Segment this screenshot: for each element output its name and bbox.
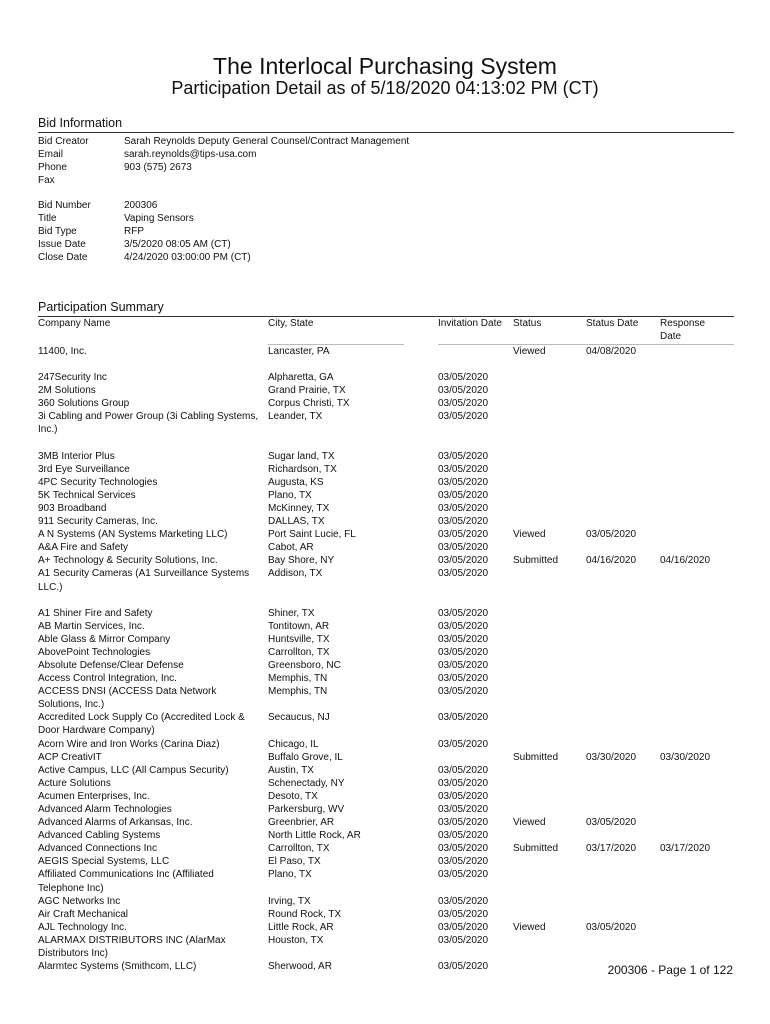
company-name-cell: 11400, Inc. bbox=[38, 346, 87, 357]
table-row bbox=[38, 633, 734, 646]
fax-row bbox=[38, 175, 409, 188]
bid-contact-block bbox=[38, 136, 409, 188]
table-row bbox=[38, 934, 734, 960]
invitation-date-cell: 03/05/2020 bbox=[438, 659, 489, 671]
invitation-date-cell: 03/05/2020 bbox=[438, 620, 489, 632]
status-date-cell: 04/08/2020 bbox=[586, 346, 637, 357]
table-row bbox=[38, 463, 734, 476]
company-name-cell: Acture Solutions bbox=[38, 777, 111, 789]
city-state-cell: Buffalo Grove, IL bbox=[268, 751, 343, 763]
city-state-cell: Parkersburg, WV bbox=[268, 804, 345, 815]
city-state-cell: Addison, TX bbox=[268, 568, 323, 580]
company-name-cell: Access Control Integration, Inc. bbox=[38, 673, 177, 685]
column-status: Status bbox=[513, 318, 542, 329]
issue-date-value: 3/5/2020 08:05 AM (CT) bbox=[124, 238, 231, 250]
table-row bbox=[38, 554, 734, 567]
city-state-cell: Bay Shore, NY bbox=[268, 555, 335, 567]
city-state-cell: Irving, TX bbox=[268, 895, 311, 907]
company-name-cell: Accredited Lock Supply Co (Accredited Lock & Door Hardware Company) bbox=[38, 712, 245, 737]
city-state-cell: Memphis, TN bbox=[268, 673, 328, 685]
company-name-cell: 247Security Inc bbox=[38, 372, 107, 384]
city-state-cell: Shiner, TX bbox=[268, 607, 315, 619]
company-name-cell: A1 Shiner Fire and Safety bbox=[38, 607, 153, 619]
status-date-cell: 03/30/2020 bbox=[586, 751, 637, 763]
title-value: Vaping Sensors bbox=[124, 212, 194, 224]
column-response-date-line2: Date bbox=[660, 331, 682, 342]
row-spacer bbox=[38, 437, 734, 450]
fax-label: Fax bbox=[38, 174, 55, 186]
status-date-cell: 03/05/2020 bbox=[586, 817, 637, 829]
invitation-date-cell: 03/05/2020 bbox=[438, 633, 489, 645]
city-state-cell: Grand Prairie, TX bbox=[268, 385, 346, 397]
company-name-cell: A1 Security Cameras (A1 Surveillance Systems LLC.) bbox=[38, 568, 250, 593]
table-row bbox=[38, 476, 734, 489]
company-name-cell: 3rd Eye Surveillance bbox=[38, 463, 130, 475]
table-row bbox=[38, 685, 734, 711]
company-name-cell: AJL Technology Inc. bbox=[38, 921, 127, 933]
bid-number-row bbox=[38, 200, 251, 213]
bid-number-value: 200306 bbox=[124, 200, 158, 211]
invitation-date-cell: 03/05/2020 bbox=[438, 502, 489, 514]
bid-creator-row bbox=[38, 136, 409, 149]
company-name-cell: 3MB Interior Plus bbox=[38, 450, 115, 462]
table-row bbox=[38, 908, 734, 921]
email-value: sarah.reynolds@tips-usa.com bbox=[124, 148, 257, 160]
company-name-cell: 5K Technical Services bbox=[38, 489, 136, 501]
city-state-cell: Huntsville, TX bbox=[268, 633, 330, 645]
table-header bbox=[38, 317, 734, 347]
table-row bbox=[38, 803, 734, 816]
city-state-cell: Richardson, TX bbox=[268, 463, 337, 475]
company-name-cell: 2M Solutions bbox=[38, 385, 96, 397]
response-date-cell: 03/30/2020 bbox=[660, 751, 711, 763]
invitation-date-cell: 03/05/2020 bbox=[438, 450, 489, 462]
column-company-name: Company Name bbox=[38, 318, 111, 329]
company-name-cell: AGC Networks Inc bbox=[38, 895, 121, 907]
table-row bbox=[38, 829, 734, 842]
table-row bbox=[38, 450, 734, 463]
company-name-cell: AbovePoint Technologies bbox=[38, 646, 151, 658]
bid-information-heading: Bid Information bbox=[38, 115, 734, 133]
invitation-date-cell: 03/05/2020 bbox=[438, 372, 489, 384]
invitation-date-cell: 03/05/2020 bbox=[438, 673, 489, 685]
company-name-cell: Able Glass & Mirror Company bbox=[38, 633, 171, 645]
issue-date-row bbox=[38, 239, 251, 252]
invitation-date-cell: 03/05/2020 bbox=[438, 398, 489, 410]
table-row bbox=[38, 502, 734, 515]
bid-type-label: Bid Type bbox=[38, 225, 77, 237]
company-name-cell: A N Systems (AN Systems Marketing LLC) bbox=[38, 529, 228, 541]
status-date-cell: 03/17/2020 bbox=[586, 843, 637, 855]
bid-creator-value: Sarah Reynolds Deputy General Counsel/Contract Management bbox=[124, 136, 410, 147]
city-state-cell: Leander, TX bbox=[268, 411, 323, 423]
issue-date-label: Issue Date bbox=[38, 238, 86, 250]
city-state-cell: Carrollton, TX bbox=[268, 646, 330, 658]
city-state-cell: Desoto, TX bbox=[268, 790, 318, 802]
table-row bbox=[38, 777, 734, 790]
table-row bbox=[38, 659, 734, 672]
city-state-cell: Plano, TX bbox=[268, 869, 312, 881]
table-row bbox=[38, 397, 734, 410]
city-state-cell: Greensboro, NC bbox=[268, 659, 341, 671]
company-name-cell: 911 Security Cameras, Inc. bbox=[38, 516, 158, 528]
company-name-cell: ACCESS DNSI (ACCESS Data Network Solutions, Inc.) bbox=[38, 686, 217, 711]
city-state-cell: Houston, TX bbox=[268, 934, 324, 946]
company-name-cell: 3i Cabling and Power Group (3i Cabling Systems, Inc.) bbox=[38, 411, 259, 436]
table-row bbox=[38, 489, 734, 502]
invitation-date-cell: 03/05/2020 bbox=[438, 869, 489, 881]
table-row bbox=[38, 607, 734, 620]
city-state-cell: Secaucus, NJ bbox=[268, 712, 330, 724]
table-row bbox=[38, 790, 734, 803]
invitation-date-cell: 03/05/2020 bbox=[438, 921, 489, 933]
city-state-cell: Sherwood, AR bbox=[268, 961, 332, 973]
city-state-cell: Memphis, TN bbox=[268, 686, 328, 698]
company-name-cell: 903 Broadband bbox=[38, 502, 107, 514]
page-footer: 200306 - Page 1 of 122 bbox=[607, 963, 733, 977]
column-response-date bbox=[660, 317, 705, 343]
city-state-cell: Augusta, KS bbox=[268, 476, 324, 488]
column-invitation-date: Invitation Date bbox=[438, 318, 502, 329]
city-state-cell: Carrollton, TX bbox=[268, 843, 330, 855]
invitation-date-cell: 03/05/2020 bbox=[438, 529, 489, 541]
city-state-cell: McKinney, TX bbox=[268, 502, 330, 514]
table-row bbox=[38, 384, 734, 397]
invitation-date-cell: 03/05/2020 bbox=[438, 555, 489, 567]
status-cell: Viewed bbox=[513, 817, 546, 829]
invitation-date-cell: 03/05/2020 bbox=[438, 804, 489, 815]
company-name-cell: Affiliated Communications Inc (Affiliated Telephone Inc) bbox=[38, 869, 214, 894]
city-state-cell: El Paso, TX bbox=[268, 856, 321, 868]
invitation-date-cell: 03/05/2020 bbox=[438, 686, 489, 698]
company-name-cell: AB Martin Services, Inc. bbox=[38, 620, 145, 632]
city-state-cell: Tontitown, AR bbox=[268, 620, 330, 632]
table-row bbox=[38, 528, 734, 541]
table-row bbox=[38, 842, 734, 855]
company-name-cell: 4PC Security Technologies bbox=[38, 476, 158, 488]
invitation-date-cell: 03/05/2020 bbox=[438, 516, 489, 528]
table-row bbox=[38, 921, 734, 934]
city-state-cell: Alpharetta, GA bbox=[268, 372, 334, 384]
table-row bbox=[38, 410, 734, 436]
invitation-date-cell: 03/05/2020 bbox=[438, 489, 489, 501]
table-row bbox=[38, 855, 734, 868]
bid-number-label: Bid Number bbox=[38, 200, 91, 211]
invitation-date-cell: 03/05/2020 bbox=[438, 895, 489, 907]
participation-summary-heading: Participation Summary bbox=[38, 299, 734, 317]
invitation-date-cell: 03/05/2020 bbox=[438, 843, 489, 855]
company-name-cell: Advanced Cabling Systems bbox=[38, 830, 161, 842]
response-date-cell: 04/16/2020 bbox=[660, 555, 711, 567]
table-row bbox=[38, 738, 734, 751]
city-state-cell: Lancaster, PA bbox=[268, 346, 330, 357]
company-name-cell: Advanced Connections Inc bbox=[38, 843, 157, 855]
table-row bbox=[38, 371, 734, 384]
title-row bbox=[38, 213, 251, 226]
status-cell: Submitted bbox=[513, 555, 559, 567]
bid-details-block bbox=[38, 200, 251, 265]
table-row bbox=[38, 567, 734, 593]
invitation-date-cell: 03/05/2020 bbox=[438, 908, 489, 920]
status-cell: Viewed bbox=[513, 346, 546, 357]
city-state-cell: Little Rock, AR bbox=[268, 921, 334, 933]
invitation-date-cell: 03/05/2020 bbox=[438, 607, 489, 619]
invitation-date-cell: 03/05/2020 bbox=[438, 712, 489, 724]
invitation-date-cell: 03/05/2020 bbox=[438, 777, 489, 789]
table-row bbox=[38, 515, 734, 528]
company-name-cell: Acumen Enterprises, Inc. bbox=[38, 790, 150, 802]
city-state-cell: Cabot, AR bbox=[268, 542, 314, 554]
status-cell: Submitted bbox=[513, 751, 559, 763]
status-cell: Viewed bbox=[513, 921, 546, 933]
bid-creator-label: Bid Creator bbox=[38, 136, 89, 147]
phone-label: Phone bbox=[38, 161, 67, 173]
table-row bbox=[38, 672, 734, 685]
company-name-cell: ALARMAX DISTRIBUTORS INC (AlarMax Distributors Inc) bbox=[38, 934, 226, 960]
city-state-cell: Chicago, IL bbox=[268, 738, 319, 750]
table-row bbox=[38, 541, 734, 554]
table-row bbox=[38, 646, 734, 659]
company-name-cell: Alarmtec Systems (Smithcom, LLC) bbox=[38, 961, 197, 973]
bid-type-value: RFP bbox=[124, 225, 144, 237]
status-date-cell: 03/05/2020 bbox=[586, 529, 637, 541]
city-state-cell: Round Rock, TX bbox=[268, 908, 342, 920]
invitation-date-cell: 03/05/2020 bbox=[438, 568, 489, 580]
invitation-date-cell: 03/05/2020 bbox=[438, 830, 489, 842]
invitation-date-cell: 03/05/2020 bbox=[438, 856, 489, 868]
company-name-cell: Advanced Alarm Technologies bbox=[38, 804, 172, 815]
bid-type-row bbox=[38, 226, 251, 239]
email-label: Email bbox=[38, 148, 64, 160]
invitation-date-cell: 03/05/2020 bbox=[438, 411, 489, 423]
table-row bbox=[38, 868, 734, 894]
city-state-cell: DALLAS, TX bbox=[268, 516, 325, 528]
invitation-date-cell: 03/05/2020 bbox=[438, 385, 489, 397]
invitation-date-cell: 03/05/2020 bbox=[438, 961, 489, 973]
company-name-cell: Acorn Wire and Iron Works (Carina Diaz) bbox=[38, 738, 220, 750]
document-title: The Interlocal Purchasing System bbox=[213, 53, 557, 79]
invitation-date-cell: 03/05/2020 bbox=[438, 542, 489, 554]
company-name-cell: ACP CreativIT bbox=[38, 751, 102, 763]
row-spacer bbox=[38, 358, 734, 371]
invitation-date-cell: 03/05/2020 bbox=[438, 476, 489, 488]
table-row bbox=[38, 816, 734, 829]
table-row bbox=[38, 711, 734, 737]
company-name-cell: Advanced Alarms of Arkansas, Inc. bbox=[38, 817, 193, 829]
company-name-cell: AEGIS Special Systems, LLC bbox=[38, 856, 170, 868]
close-date-label: Close Date bbox=[38, 251, 88, 263]
table-row bbox=[38, 895, 734, 908]
city-state-cell: Austin, TX bbox=[268, 764, 314, 776]
company-name-cell: Active Campus, LLC (All Campus Security) bbox=[38, 764, 229, 776]
close-date-value: 4/24/2020 03:00:00 PM (CT) bbox=[124, 251, 251, 263]
invitation-date-cell: 03/05/2020 bbox=[438, 646, 489, 658]
participation-table-body bbox=[38, 345, 734, 973]
city-state-cell: North Little Rock, AR bbox=[268, 830, 361, 842]
invitation-date-cell: 03/05/2020 bbox=[438, 463, 489, 475]
city-state-cell: Port Saint Lucie, FL bbox=[268, 529, 356, 541]
response-date-cell: 03/17/2020 bbox=[660, 843, 711, 855]
close-date-row bbox=[38, 252, 251, 265]
status-date-cell: 03/05/2020 bbox=[586, 921, 637, 933]
table-row bbox=[38, 751, 734, 764]
company-name-cell: Absolute Defense/Clear Defense bbox=[38, 659, 184, 671]
column-response-date-line1: Response bbox=[660, 318, 706, 329]
invitation-date-cell: 03/05/2020 bbox=[438, 817, 489, 829]
city-state-cell: Sugar land, TX bbox=[268, 450, 335, 462]
column-city-state: City, State bbox=[268, 318, 314, 329]
invitation-date-cell: 03/05/2020 bbox=[438, 790, 489, 802]
invitation-date-cell: 03/05/2020 bbox=[438, 764, 489, 776]
table-row bbox=[38, 620, 734, 633]
status-cell: Viewed bbox=[513, 529, 546, 541]
table-row bbox=[38, 764, 734, 777]
phone-value: 903 (575) 2673 bbox=[124, 161, 192, 173]
row-spacer bbox=[38, 594, 734, 607]
company-name-cell: 360 Solutions Group bbox=[38, 398, 130, 410]
company-name-cell: A+ Technology & Security Solutions, Inc. bbox=[38, 555, 218, 567]
document-subtitle: Participation Detail as of 5/18/2020 04:13:02 PM (CT) bbox=[171, 78, 599, 98]
company-name-cell: A&A Fire and Safety bbox=[38, 542, 129, 554]
status-date-cell: 04/16/2020 bbox=[586, 555, 637, 567]
city-state-cell: Plano, TX bbox=[268, 489, 312, 501]
invitation-date-cell: 03/05/2020 bbox=[438, 934, 489, 946]
city-state-cell: Corpus Christi, TX bbox=[268, 398, 350, 410]
table-row bbox=[38, 345, 734, 358]
email-row bbox=[38, 149, 409, 162]
city-state-cell: Schenectady, NY bbox=[268, 777, 345, 789]
city-state-cell: Greenbrier, AR bbox=[268, 817, 335, 829]
title-label: Title bbox=[38, 212, 57, 224]
phone-row bbox=[38, 162, 409, 175]
status-cell: Submitted bbox=[513, 843, 559, 855]
invitation-date-cell: 03/05/2020 bbox=[438, 738, 489, 750]
company-name-cell: Air Craft Mechanical bbox=[38, 908, 129, 920]
column-status-date: Status Date bbox=[586, 318, 639, 329]
